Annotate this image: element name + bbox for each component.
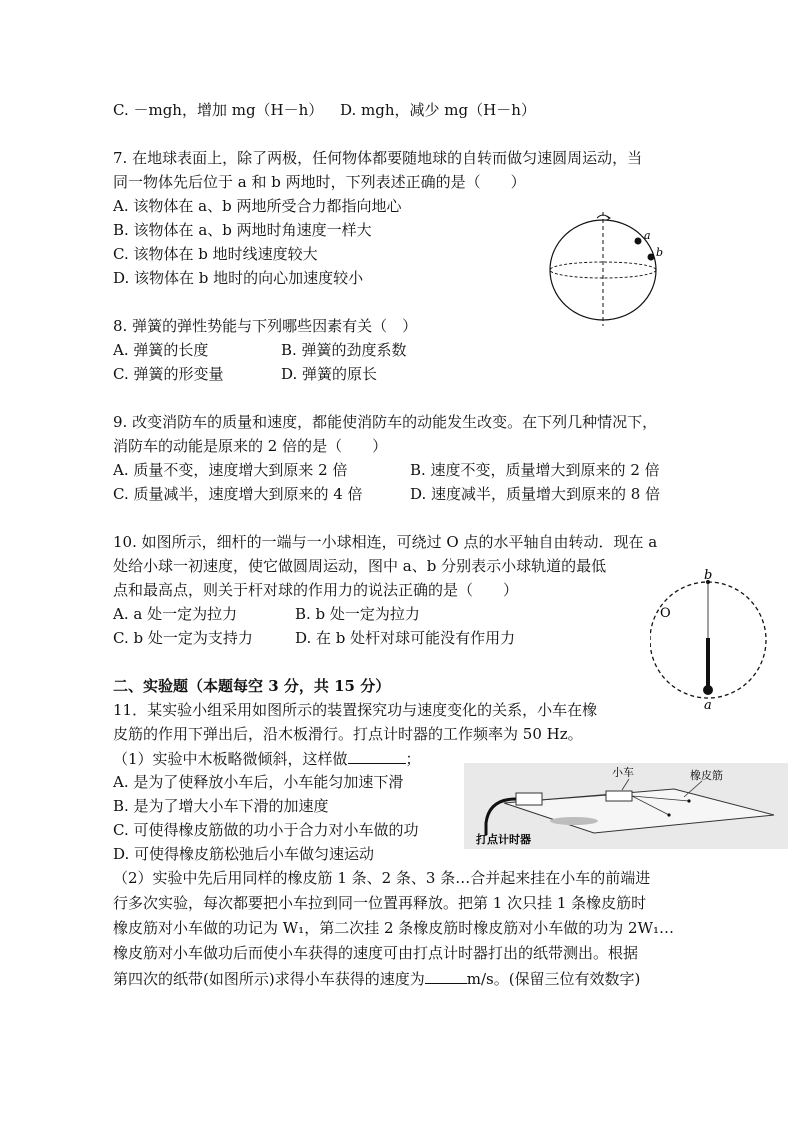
q6-option-c: C. －mgh，增加 mg（H－h） xyxy=(113,101,324,119)
q7-stem-line2: 同一物体先后位于 a 和 b 两地时，下列表述正确的是（ ） xyxy=(113,173,526,191)
circle-label-a: a xyxy=(704,698,712,711)
q11-part1-line xyxy=(113,748,421,769)
q10-option-a: A. a 处一定为拉力 xyxy=(113,605,238,623)
q11-stem-line1: 11．某实验小组采用如图所示的装置探究功与速度变化的关系，小车在橡 xyxy=(113,701,598,719)
circle-label-o: O xyxy=(660,606,671,621)
section-heading-experiments: 二、实验题（本题每空 3 分，共 15 分） xyxy=(113,677,391,695)
q9-option-a: A. 质量不变，速度增大到原来 2 倍 xyxy=(113,461,348,479)
q11-part2-line4: 橡皮筋对小车做功后而使小车获得的速度可由打点计时器打出的纸带测出。根据 xyxy=(113,944,639,962)
q7-option-d: D. 该物体在 b 地时的向心加速度较小 xyxy=(113,269,364,287)
q10-stem-line1: 10. 如图所示，细杆的一端与一小球相连，可绕过 O 点的水平轴自由转动．现在 a xyxy=(113,533,658,551)
q11-part2-line2: 行多次实验，每次都要把小车拉到同一位置再释放。把第 1 次只挂 1 条橡皮筋时 xyxy=(113,894,647,912)
q9-option-b: B. 速度不变，质量增大到原来的 2 倍 xyxy=(410,461,660,479)
q11-part1-end: ； xyxy=(405,750,421,768)
earth-label-a: a xyxy=(644,229,651,242)
q11-option-b: B. 是为了增大小车下滑的加速度 xyxy=(113,797,329,815)
q8-option-c: C. 弹簧的形变量 xyxy=(113,365,224,383)
circle-label-b: b xyxy=(704,568,713,583)
label-cart: 小车 xyxy=(612,766,634,779)
q11-option-c: C. 可使得橡皮筋做的功小于合力对小车做的功 xyxy=(113,821,419,839)
q9-stem-line2: 消防车的动能是原来的 2 倍的是（ ） xyxy=(113,437,388,455)
cart-apparatus-figure xyxy=(464,763,788,849)
q11-part2-line1: （2）实验中先后用同样的橡皮筋 1 条、2 条、3 条…合并起来挂在小车的前端进 xyxy=(113,869,651,887)
q7-option-b: B. 该物体在 a、b 两地时角速度一样大 xyxy=(113,221,372,239)
q11-stem-line2: 皮筋的作用下弹出后，沿木板滑行。打点计时器的工作频率为 50 Hz。 xyxy=(113,725,583,743)
q11-part1-text: （1）实验中木板略微倾斜，这样做 xyxy=(113,750,348,768)
q7-option-a: A. 该物体在 a、b 两地所受合力都指向地心 xyxy=(113,197,402,215)
circular-motion-figure xyxy=(650,566,770,711)
label-rubber-band: 橡皮筋 xyxy=(690,769,723,782)
q8-option-a: A. 弹簧的长度 xyxy=(113,341,209,359)
q9-option-c: C. 质量减半，速度增大到原来的 4 倍 xyxy=(113,485,363,503)
q11-part2-text: 第四次的纸带(如图所示)求得小车获得的速度为 xyxy=(113,970,425,988)
q11-option-d: D. 可使得橡皮筋松弛后小车做匀速运动 xyxy=(113,845,375,863)
q8-stem: 8. 弹簧的弹性势能与下列哪些因素有关（ ） xyxy=(113,317,418,335)
q11-part2-line5 xyxy=(113,968,640,989)
q7-stem-line1: 7. 在地球表面上，除了两极，任何物体都要随地球的自转而做匀速圆周运动，当 xyxy=(113,149,643,167)
q9-option-d: D. 速度减半，质量增大到原来的 8 倍 xyxy=(410,485,661,503)
q7-option-c: C. 该物体在 b 地时线速度较大 xyxy=(113,245,318,263)
q10-option-b: B. b 处一定为拉力 xyxy=(295,605,420,623)
q6-option-d: D. mgh，减少 mg（H－h） xyxy=(340,101,536,119)
q8-option-b: B. 弹簧的劲度系数 xyxy=(281,341,407,359)
q11-part2-blank[interactable] xyxy=(425,968,467,984)
q11-part2-line3: 橡皮筋对小车做的功记为 W₁，第二次挂 2 条橡皮筋时橡皮筋对小车做的功为 2W₁… xyxy=(113,919,675,937)
earth-label-b: b xyxy=(656,246,664,259)
earth-figure xyxy=(545,208,665,328)
q10-stem-line3: 点和最高点，则关于杆对球的作用力的说法正确的是（ ） xyxy=(113,581,519,599)
q11-option-a: A. 是为了使释放小车后，小车能匀加速下滑 xyxy=(113,773,404,791)
q9-stem-line1: 9. 改变消防车的质量和速度，都能使消防车的动能发生改变。在下列几种情况下， xyxy=(113,413,658,431)
q8-option-d: D. 弹簧的原长 xyxy=(281,365,378,383)
q10-stem-line2: 处给小球一初速度，使它做圆周运动，图中 a、b 分别表示小球轨道的最低 xyxy=(113,557,607,575)
q11-part1-blank[interactable] xyxy=(348,748,406,764)
q10-option-c: C. b 处一定为支持力 xyxy=(113,629,253,647)
label-timer: 打点计时器 xyxy=(476,833,531,846)
q11-part2-end: m/s。(保留三位有效数字) xyxy=(466,970,641,988)
q10-option-d: D. 在 b 处杆对球可能没有作用力 xyxy=(295,629,516,647)
